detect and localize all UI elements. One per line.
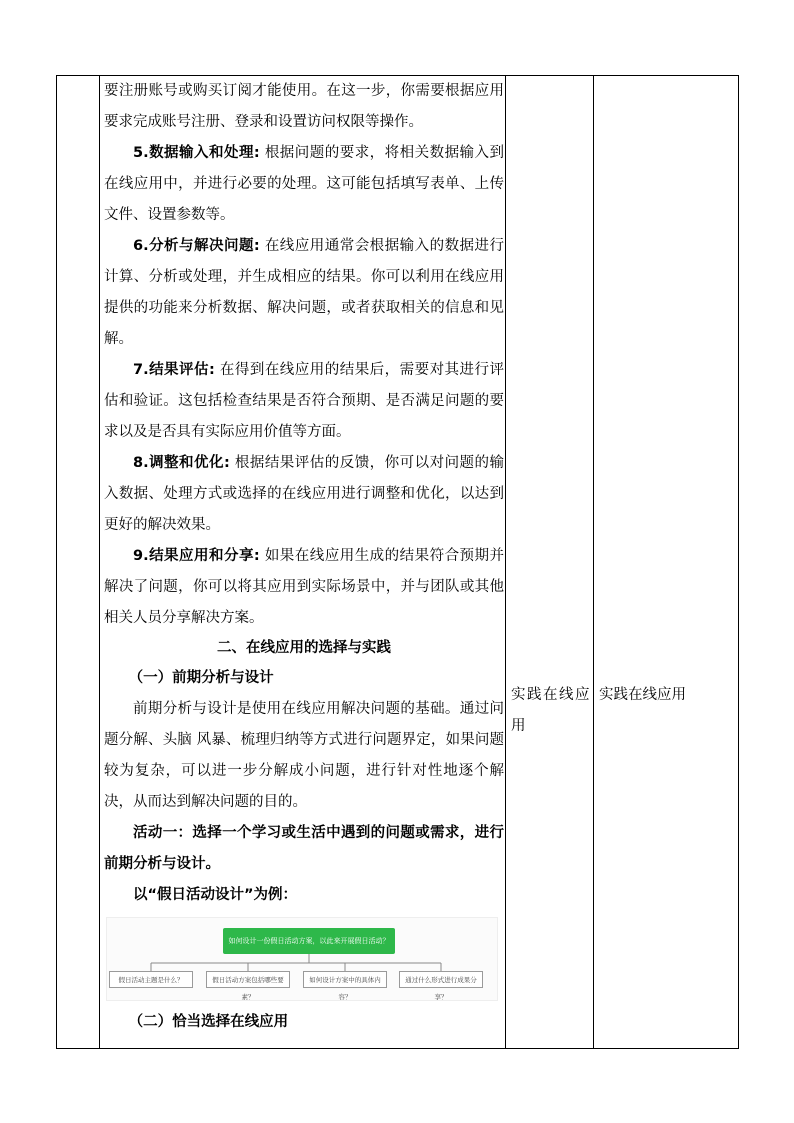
step-6-label: 6.分析与解决问题: [133,238,260,254]
teaching-content-cell [104,76,504,1038]
subsection-2-heading: （二）恰当选择在线应用 [128,1014,289,1030]
example-heading: 以“假日活动设计”为例： [133,887,298,903]
step-5 [104,138,504,231]
column-divider-2 [505,76,506,1048]
column-divider-3 [593,76,594,1048]
student-activity-cell: 实践在线应用 [511,687,591,734]
step-5-label: 5.数据输入和处理: [133,145,260,161]
step-9-text: 如果在线应用生成的结果符合预期并解决了问题，你可以将其应用到实际场景中，并与团队或其他相关人员分享解决方案。 [104,548,504,626]
step-7-text: 在得到在线应用的结果后，需要对其进行评估和验证。这包括检查结果是否符合预期、是否满足问题的要求以及是否具有实际应用价值等方面。 [104,362,504,440]
step-8-label: 8.调整和优化: [133,455,230,471]
mindmap-child-node: 假日活动方案包括哪些要素？ [206,971,290,988]
activity-1: 活动一：选择一个学习或生活中遇到的问题或需求，进行前期分析与设计。 [104,825,504,872]
mindmap-child-node: 通过什么形式进行成果分享？ [399,971,483,988]
step-7-label: 7.结果评估: [133,362,215,378]
step-6-text: 在线应用通常会根据输入的数据进行计算、分析或处理，并生成相应的结果。你可以利用在线应用提供的功能来分析数据、解决问题，或者获取相关的信息和见解。 [104,238,504,347]
step-8 [104,448,504,541]
step-9-label: 9.结果应用和分享: [133,548,260,564]
section-2-heading: 二、在线应用的选择与实践 [217,640,391,656]
step-8-text: 根据结果评估的反馈，你可以对问题的输入数据、处理方式或选择的在线应用进行调整和优化，以达到更好的解决效果。 [104,455,505,533]
step-7 [104,355,504,448]
subsection-1-heading: （一）前期分析与设计 [128,670,274,686]
mindmap-root-node: 如何设计一份假日活动方案，以此来开展假日活动？ [223,928,395,954]
step-6 [104,231,504,355]
column-divider-1 [99,76,100,1048]
mindmap-diagram [106,917,498,1001]
design-intent-cell: 实践在线应用 [599,687,686,703]
subsection-1-text: 前期分析与设计是使用在线应用解决问题的基础。通过问题分解、头脑 风暴、梳理归纳等方式进行问题界定，如果问题较为复杂，可以进一步分解成小问题，进行针对性地逐个解决，从而达到解决问题的目的。 [104,701,504,810]
mindmap-child-node: 假日活动主题是什么？ [109,971,193,988]
mindmap-child-node: 如何设计方案中的具体内容？ [303,971,387,988]
step-9 [104,541,504,634]
step-5-text: 根据问题的要求，将相关数据输入到在线应用中，并进行必要的处理。这可能包括填写表单、上传文件、设置参数等。 [104,145,504,223]
paragraph-registration: 要注册账号或购买订阅才能使用。在这一步，你需要根据应用要求完成账号注册、登录和设置访问权限等操作。 [104,83,504,130]
